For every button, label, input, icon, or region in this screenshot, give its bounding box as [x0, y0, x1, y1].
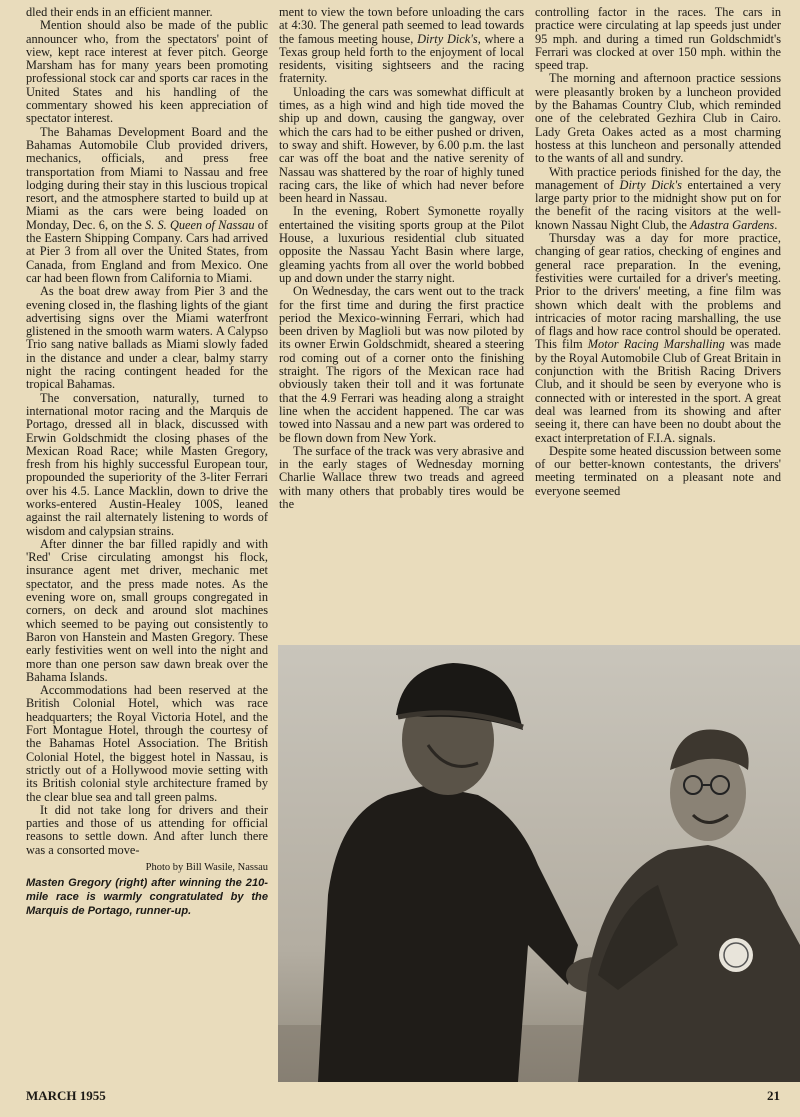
- paragraph: [535, 166, 781, 232]
- paragraph: Mention should also be made of the public announcer who, from the spectators' point of view, kept race interest at fever pitch. George Marsham has for many years been promoting professional stock car and sports car races in the United States and his handling of the commentary showed his keen appreciation of spectator interest.: [26, 18, 268, 126]
- page-number: 21: [767, 1088, 780, 1103]
- text-run: was made by the Royal Automobile Club of Great Britain in conjunction with the British Racing Drivers Club, and it should be seen by everyone who is connected with or interested in the sport. A great deal was learned from its showing and after seeing it, there can have been no doubt about the exact interpretation of F.I.A. signals.: [535, 337, 781, 445]
- text-run: of the Eastern Shipping Company. Cars had arrived at Pier 3 from all over the United States, from Canada, from England and from Mexico. One car had been flown from California to Miami.: [26, 217, 268, 285]
- paragraph: The morning and afternoon practice sessions were pleasantly broken by a luncheon provided by the Bahamas Country Club, which reminded one of the celebrated Gezhira Club in Cairo. Lady Greta Oakes acted as a most charming hostess at this luncheon and personally attended to the wants of all and sundry.: [535, 71, 781, 166]
- article-column-1: [26, 6, 268, 1016]
- text-run: ment to view the town before unloading the cars at 4:30. The general path seemed to lead towards the famous meeting house,: [279, 5, 524, 46]
- paragraph: As the boat drew away from Pier 3 and the evening closed in, the flashing lights of the giant advertising signs over the Miami waterfront glistened in the smooth warm waters. A Calypso Trio sang native ballads as Miami slowly faded in the distance and under a clear, balmy starry night the racing contingent headed for the tropical Bahamas.: [26, 284, 268, 392]
- text-run: With practice periods finished for the day, the management of: [535, 164, 781, 192]
- article-column-2: [279, 6, 524, 642]
- photo-credit: Photo by Bill Wasile, Nassau: [145, 862, 268, 873]
- text-run: entertained a very large party prior to the midnight show put on for the benefit of the racing visitors at the well-known Nassau Night Club, the: [535, 177, 781, 232]
- paragraph: It did not take long for drivers and their parties and those of us attending for official reasons to settle down. And after lunch there was a consorted move-: [26, 802, 268, 857]
- paragraph: controlling factor in the races. The cars in practice were circulating at lap speeds just under 95 mph. and during a timed run Goldschmidt's Ferrari was clocked at over 150 mph. within the speed trap.: [535, 5, 781, 73]
- paragraph: Despite some heated discussion between some of our better-known contestants, the drivers' meeting terminated on a pleasant note and everyone seemed: [535, 443, 781, 498]
- venue-name: Dirty Dick's: [417, 31, 478, 46]
- paragraph: In the evening, Robert Symonette royally entertained the visiting sports group at the Pilot House, a luxurious residential club situated opposite the Nassau Yacht Basin where large, gleaming yachts from all over the world bobbed up and down under the starry night.: [279, 204, 524, 285]
- article-column-3: [535, 6, 781, 642]
- paragraph: [279, 6, 524, 86]
- paragraph: The conversation, naturally, turned to international motor racing and the Marquis de Portago, dressed all in black, discussed with Erwin Goldschmidt the closing phases of the Mexican Road Race; while Masten Gregory, fresh from his highly successful European tour, propounded the superiority of the 3-liter Ferrari over his 4.5. Lance Macklin, down to drive the works-entered Austin-Healey 100S, leaned against the rail alternately listening to words of wisdom and calypsian strains.: [26, 390, 268, 538]
- paragraph: Accommodations had been reserved at the British Colonial Hotel, which was race headquarters; the Royal Victoria Hotel, and the Fort Montague Hotel, through the courtesy of the Bahamas Hotel Association. The British Colonial Hotel, the biggest hotel in Nassau, is strictly out of a Hollywood movie setting with its British colonial style architecture framed by the clear blue sea and tall green palms.: [26, 683, 268, 804]
- paragraph: [535, 232, 781, 445]
- venue-name: Adastra Gardens: [689, 217, 775, 232]
- photo-caption: Masten Gregory (right) after winning the 210-mile race is warmly congratulated by the Marquis de Portago, runner-up.: [26, 877, 268, 917]
- venue-name: Dirty Dick's: [619, 177, 682, 192]
- paragraph: dled their ends in an efficient manner.: [26, 5, 213, 19]
- paragraph: [26, 126, 268, 286]
- film-title: Motor Racing Marshalling: [587, 337, 725, 352]
- paragraph: The surface of the track was very abrasive and in the early stages of Wednesday morning Charlie Wallace threw two treads and agreed with many others that probably tires would be the: [279, 443, 524, 511]
- paragraph: Unloading the cars was somewhat difficult at times, as a high wind and high tide moved the ship up and down, causing the gangway, over which the cars had to be either pushed or driven, to sway and shift. However, by 6.00 p.m. the last car was off the boat and the native serenity of Nassau was shattered by the roar of highly tuned racing cars, the like of which had never before been heard in Nassau.: [279, 84, 524, 206]
- issue-date: MARCH 1955: [26, 1088, 106, 1103]
- text-run: Thursday was a day for more practice, changing of gear ratios, checking of engines and general race preparation. In the evening, festivities were curtailed for a driver's meeting. Prior to the drivers' meeting, a fine film was shown which dealt with the problems and intricacies of motor racing marshalling, the use of flags and how race control should be operated. This film: [535, 231, 781, 352]
- text-run: , where a Texas group held forth to the enjoyment of local residents, visiting sightseers and the racing fraternity.: [279, 31, 524, 86]
- ship-name: S. S. Queen of Nassau: [145, 217, 255, 232]
- text-run: The Bahamas Development Board and the Bahamas Automobile Club provided drivers, mechanics, officials, and press free transportation from Miami to Nassau and free lodging during their stay in this luscious tropical resort, and the atmosphere started to build up at Miami as the cars were being loaded on Monday, Dec. 6, on the: [26, 124, 268, 232]
- photo-illustration: [278, 645, 800, 1082]
- text-run: .: [774, 217, 778, 232]
- paragraph: On Wednesday, the cars went out to the track for the first time and during the first practice period the Mexico-winning Ferrari, which had been driven by Maglioli but was now piloted by its owner Erwin Goldschmidt, sheared a steering rod coming out of a corner onto the finishing straight. The rigors of the Mexican race had obviously taken their toll and it was fortunate that the 4.9 Ferrari was heading along a straight line when the accident happened. The car was towed into Nassau and a new part was ordered to be flown down from New York.: [279, 284, 524, 445]
- paragraph: After dinner the bar filled rapidly and with 'Red' Crise circulating amongst his flock, insurance agent met driver, mechanic met spectator, and the press made notes. As the evening wore on, small groups congregated in corners, on deck and around slot machines which seemed to be paying out consistently to Baron von Hanstein and Masten Gregory. These early festivities went on well into the night and more than one person saw dawn break over the Bahama Islands.: [26, 536, 268, 684]
- photograph-drivers-handshake: [278, 645, 800, 1082]
